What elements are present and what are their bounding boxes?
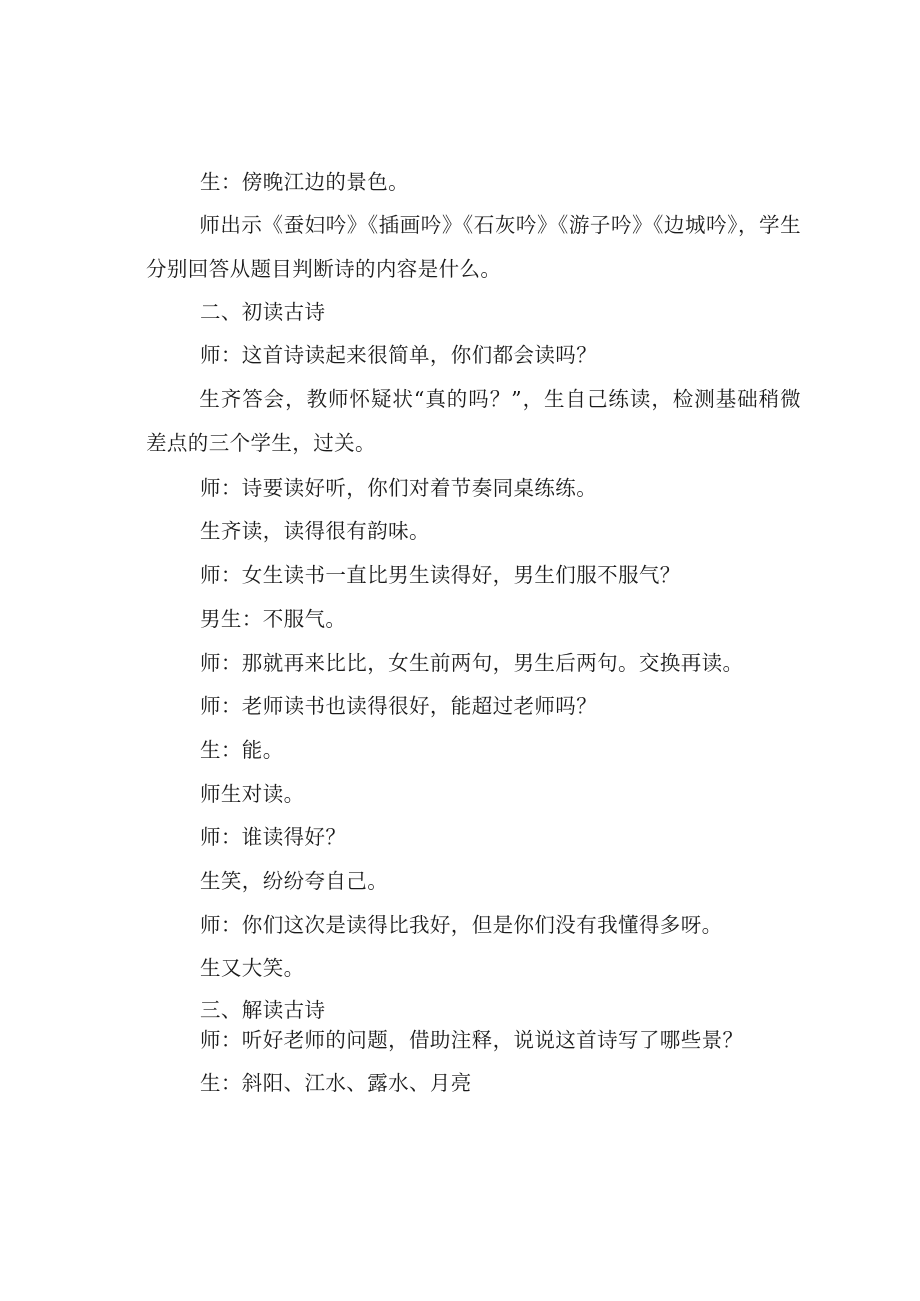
paragraph: 师：诗要读好听，你们对着节奏同桌练练。 [200,476,598,500]
paragraph: 生：傍晚江边的景色。 [200,170,409,194]
paragraph: 师：老师读书也读得很好，能超过老师吗？ [200,694,598,718]
paragraph: 师：那就再来比比，女生前两句，男生后两句。交换再读。 [200,651,744,675]
paragraph: 生齐读，读得很有韵味。 [200,519,430,543]
paragraph: 生又大笑。 [200,956,305,980]
section-heading: 三、解读古诗 [200,998,326,1022]
paragraph: 师生对读。 [200,782,305,806]
section-heading: 二、初读古诗 [200,300,326,324]
paragraph: 生：斜阳、江水、露水、月亮 [200,1071,472,1095]
paragraph: 男生：不服气。 [200,607,347,631]
paragraph: 生：能。 [200,738,284,762]
paragraph: 生笑，纷纷夸自己。 [200,869,389,893]
paragraph: 师：听好老师的问题，借助注释，说说这首诗写了哪些景？ [200,1028,744,1052]
paragraph: 师：这首诗读起来很简单，你们都会读吗？ [200,343,598,367]
paragraph: 师：女生读书一直比男生读得好，男生们服不服气？ [200,563,681,587]
paragraph: 师：你们这次是读得比我好，但是你们没有我懂得多呀。 [200,913,723,937]
paragraph: 师：谁读得好？ [200,825,347,849]
paragraph: 师出示《蚕妇吟》《插画吟》《石灰吟》《游子吟》《边城吟》，学生分别回答从题目判断诗的内容是什么。 [146,213,801,281]
paragraph: 生齐答会，教师怀疑状“真的吗？”，生自己练读，检测基础稍微差点的三个学生，过关。 [146,387,801,455]
